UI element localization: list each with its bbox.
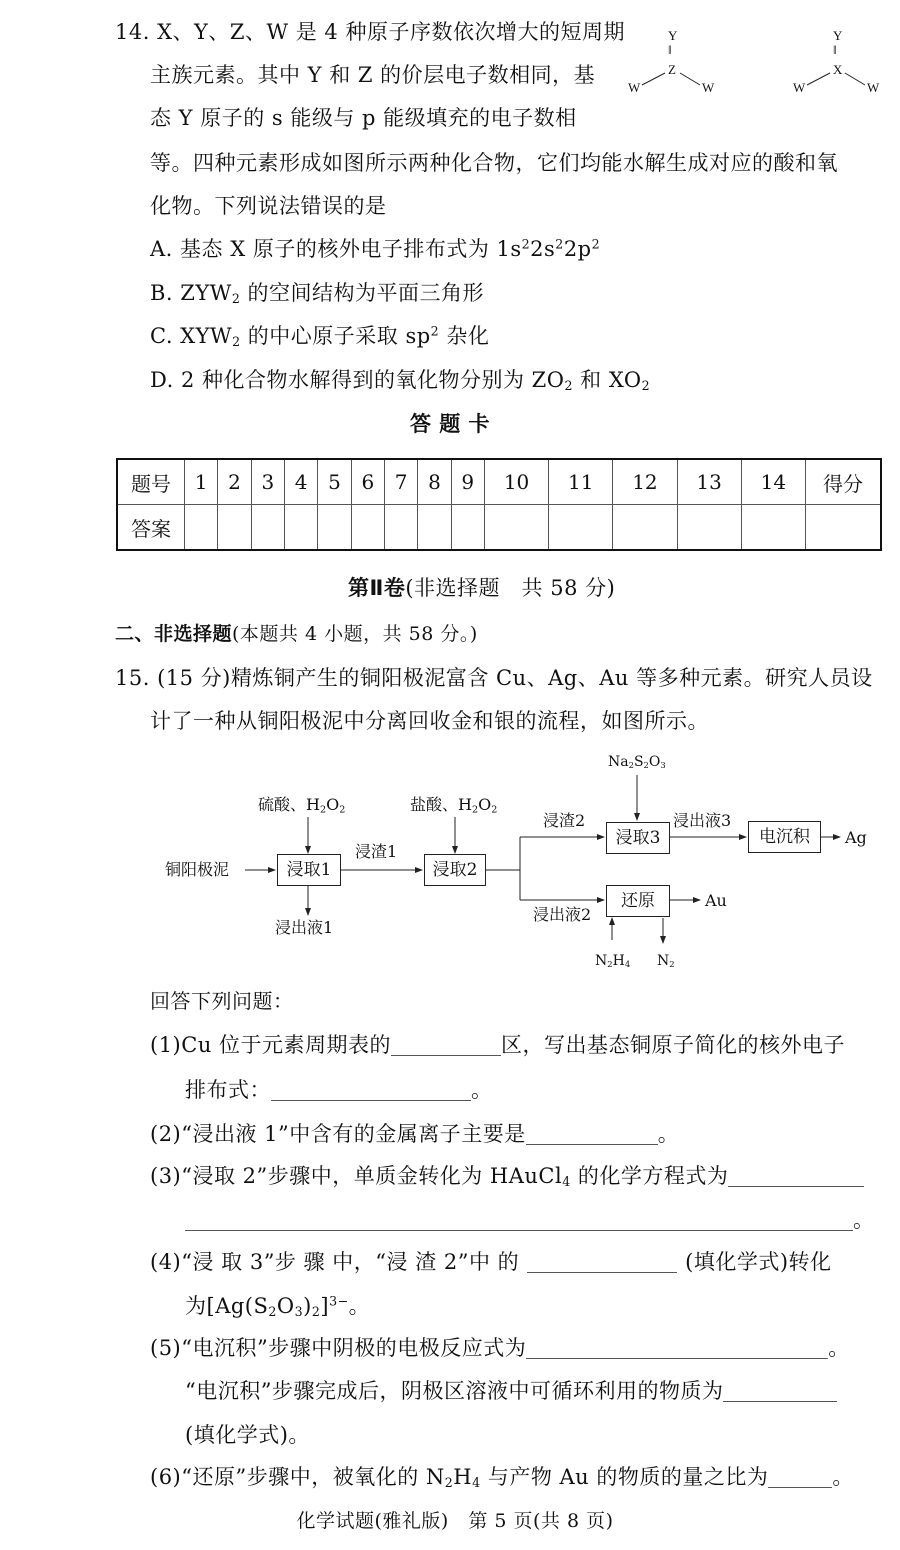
answer-card-table [116,458,882,551]
text: 与产物 Au 的物质的量之比为 [480,1465,769,1489]
atom-left: W [628,80,641,95]
text: Na [608,754,629,770]
sub: 2 [564,378,573,394]
section-heading-rest: (非选择题 共 58 分) [405,576,616,600]
q15-line-1: 15. (15 分)精炼铜产生的铜阳极泥富含 Cu、Ag、Au 等多种元素。研究人员设 [115,666,873,690]
product-ag-label: Ag [845,828,867,847]
process-box-reduction: 还原 [606,885,670,917]
reagent3-label [608,755,666,769]
sub: 2 [643,760,649,771]
answer-intro: 回答下列问题： [150,989,294,1013]
answer-cell[interactable] [451,505,484,551]
option-b-text: B. ZYW [150,281,232,305]
sup: 2 [591,236,601,252]
q14-line-2: 主族元素。其中 Y 和 Z 的价层电子数相同，基 [150,63,596,87]
sub: 2 [641,378,651,394]
flow-lines [150,745,900,985]
atom-right: W [867,80,880,95]
section-heading-bold: 第Ⅱ卷 [348,576,406,600]
score-cell[interactable] [806,505,882,551]
text: (3)“浸取 2”步骤中，单质金转化为 HAuCl [150,1164,563,1188]
sub: 2 [231,291,241,307]
atom-left: W [793,80,806,95]
question-number: 8 [418,459,451,505]
answer-blank[interactable] [185,1212,853,1231]
text: (填化学式)转化 [685,1250,832,1274]
text: 的化学方程式为 [570,1164,729,1188]
question-number: 7 [384,459,417,505]
answer-cell[interactable] [677,505,741,551]
text: 。 [853,1208,875,1232]
subsection-heading [115,625,478,644]
sub: 3 [294,1304,304,1320]
text: H [612,953,625,969]
answer-blank[interactable] [527,1254,677,1273]
text: (2)“浸出液 1”中含有的金属离子主要是 [150,1122,526,1146]
process-box-leach2: 浸取2 [424,854,486,886]
text: 为[Ag(S [185,1294,269,1318]
reagent-n2h4-label [595,954,630,968]
option-a-text: A. 基态 X 原子的核外电子排布式为 1s [150,237,522,261]
text: 。 [828,1336,850,1360]
atom-center: Z [668,62,676,77]
question-number: 11 [549,459,613,505]
subq-1 [150,1035,845,1056]
sub: 2 [311,1304,321,1320]
sub: 2 [607,959,613,970]
answer-cell[interactable] [741,505,805,551]
subq-5 [150,1338,850,1359]
answer-blank[interactable] [391,1037,501,1056]
text: ) [303,1294,312,1318]
subq-5-cont2: (填化学式)。 [185,1423,310,1447]
question-number: 13 [677,459,741,505]
text: (5)“电沉积”步骤中阴极的电极反应式为 [150,1336,527,1360]
subq-3 [150,1164,864,1190]
question-number: 3 [251,459,284,505]
sub: 2 [268,1304,277,1320]
question-number: 12 [613,459,677,505]
option-b[interactable] [150,281,485,307]
sub: 2 [444,1475,454,1491]
sup: 2 [430,323,440,339]
option-d[interactable] [150,368,651,394]
answer-cell[interactable] [284,505,317,551]
answer-cell[interactable] [549,505,613,551]
atom-top: Y [668,28,678,43]
text: O [478,795,492,814]
question-number: 2 [218,459,251,505]
subq-1-cont [185,1080,493,1101]
text: 。 [471,1078,493,1102]
score-header: 得分 [806,459,882,505]
sub: 2 [339,804,346,816]
sub: 2 [471,804,479,816]
sub: 2 [232,334,241,350]
sup: 2 [555,236,564,252]
option-c-text: C. XYW [150,324,233,348]
text: 盐酸、H [410,795,472,814]
text: (4)“浸 取 3”步 骤 中，“浸 渣 2”中 的 [150,1250,520,1274]
q15-line-2: 计了一种从铜阳极泥中分离回收金和银的流程，如图所示。 [150,709,709,733]
page-footer: 化学试题(雅礼版) 第 5 页(共 8 页) [296,1510,614,1532]
option-d-text: D. 2 种化合物水解得到的氧化物分别为 ZO [150,368,565,392]
text: O [326,795,340,814]
subsection-heading-bold: 二、非选择题 [115,623,233,645]
answer-cell[interactable] [251,505,284,551]
start-material-label: 铜阳极泥 [165,860,230,879]
process-box-leach1: 浸取1 [277,854,341,886]
question-number: 4 [284,459,317,505]
structure-zyw2 [620,28,720,98]
question-number: 9 [451,459,484,505]
q14-line-1: 14. X、Y、Z、W 是 4 种原子序数依次增大的短周期 [115,20,625,44]
text: 硫酸、H [258,795,320,814]
text: N [595,953,608,969]
bond-lines [785,28,885,98]
residue1-label: 浸渣1 [355,842,398,861]
question-number: 6 [351,459,384,505]
text: (6)“还原”步骤中，被氧化的 N [150,1465,445,1489]
sub: 2 [669,959,675,970]
table-row-answers [117,505,881,551]
question-number: 5 [318,459,351,505]
answer-cell[interactable] [613,505,677,551]
text: 。 [832,1465,854,1489]
text: 。 [348,1294,371,1318]
text: 排布式： [185,1078,271,1102]
gas-n2-label [657,954,675,968]
option-c[interactable] [150,323,490,350]
text: O [648,754,661,770]
q14-line-4: 等。四种元素形成如图所示两种化合物，它们均能水解生成对应的酸和氧 [150,151,838,175]
text: (1)Cu 位于元素周期表的 [150,1033,392,1057]
product-au-label: Au [705,891,727,910]
sup: 2 [521,236,531,252]
text: 2s [530,237,556,261]
text: “电沉积”步骤完成后，阴极区溶液中可循环利用的物质为 [185,1379,724,1403]
text: H [453,1465,473,1489]
subsection-heading-rest: (本题共 4 小题，共 58 分。) [232,623,478,645]
atom-right: W [702,80,715,95]
sub: 4 [624,959,631,970]
answer-cell[interactable] [185,505,218,551]
option-a[interactable] [150,236,601,261]
leachate3-label: 浸出液3 [673,811,732,830]
question-number: 10 [484,459,548,505]
question-number: 1 [185,459,218,505]
sub: 3 [660,760,666,771]
text: 的空间结构为平面三角形 [240,281,485,305]
flow-diagram [150,745,900,985]
subq-5-cont [185,1381,837,1402]
double-bond: ‖ [668,42,672,57]
q14-line-5: 化物。下列说法错误的是 [150,194,387,218]
text: 区，写出基态铜原子简化的核外电子 [501,1033,846,1057]
question-number: 14 [741,459,805,505]
text: N [657,953,670,969]
answer-blank[interactable] [768,1469,832,1488]
leachate1-label: 浸出液1 [275,918,334,937]
text: S [633,754,644,770]
answer-blank[interactable] [271,1082,471,1101]
answer-cell[interactable] [351,505,384,551]
text: 2p [563,237,592,261]
answer-blank[interactable] [723,1383,837,1402]
answer-blank[interactable] [526,1126,658,1145]
row-header: 题号 [117,459,185,505]
process-box-electrodeposition: 电沉积 [748,821,821,853]
answer-cell[interactable] [218,505,251,551]
sub: 2 [491,804,498,816]
residue2-label: 浸渣2 [543,811,586,830]
sub: 4 [562,1174,571,1190]
subq-6 [150,1465,854,1491]
subq-3-cont [185,1210,875,1231]
answer-blank[interactable] [526,1340,828,1359]
text: 的中心原子采取 sp [240,324,431,348]
answer-card-title: 答 题 卡 [409,412,491,436]
answer-cell[interactable] [418,505,451,551]
sup: 3− [329,1293,349,1309]
process-box-leach3: 浸取3 [606,822,670,854]
subq-4-cont [185,1293,371,1320]
q14-line-3: 态 Y 原子的 s 能级与 p 能级填充的电子数相 [150,106,577,130]
reagent1-label [258,795,346,816]
leachate2-label: 浸出液2 [533,905,592,924]
table-row-numbers [117,459,881,505]
text: 。 [657,1122,680,1146]
answer-blank[interactable] [728,1168,864,1187]
section-heading [348,578,615,599]
sub: 4 [472,1475,481,1491]
atom-top: Y [833,28,843,43]
bond-lines [620,28,720,98]
row-header: 答案 [117,505,185,551]
text: ] [320,1294,330,1318]
text: O [276,1294,295,1318]
reagent2-label [410,795,498,816]
answer-cell[interactable] [318,505,351,551]
answer-cell[interactable] [384,505,417,551]
subq-2 [150,1124,679,1145]
answer-cell[interactable] [484,505,548,551]
structure-xyw2 [785,28,885,98]
subq-4 [150,1252,832,1273]
text: 和 XO [572,368,642,392]
atom-center: X [833,62,843,77]
sub: 2 [628,760,634,771]
text: 杂化 [439,324,490,348]
double-bond: ‖ [833,42,837,57]
sub: 2 [319,804,327,816]
